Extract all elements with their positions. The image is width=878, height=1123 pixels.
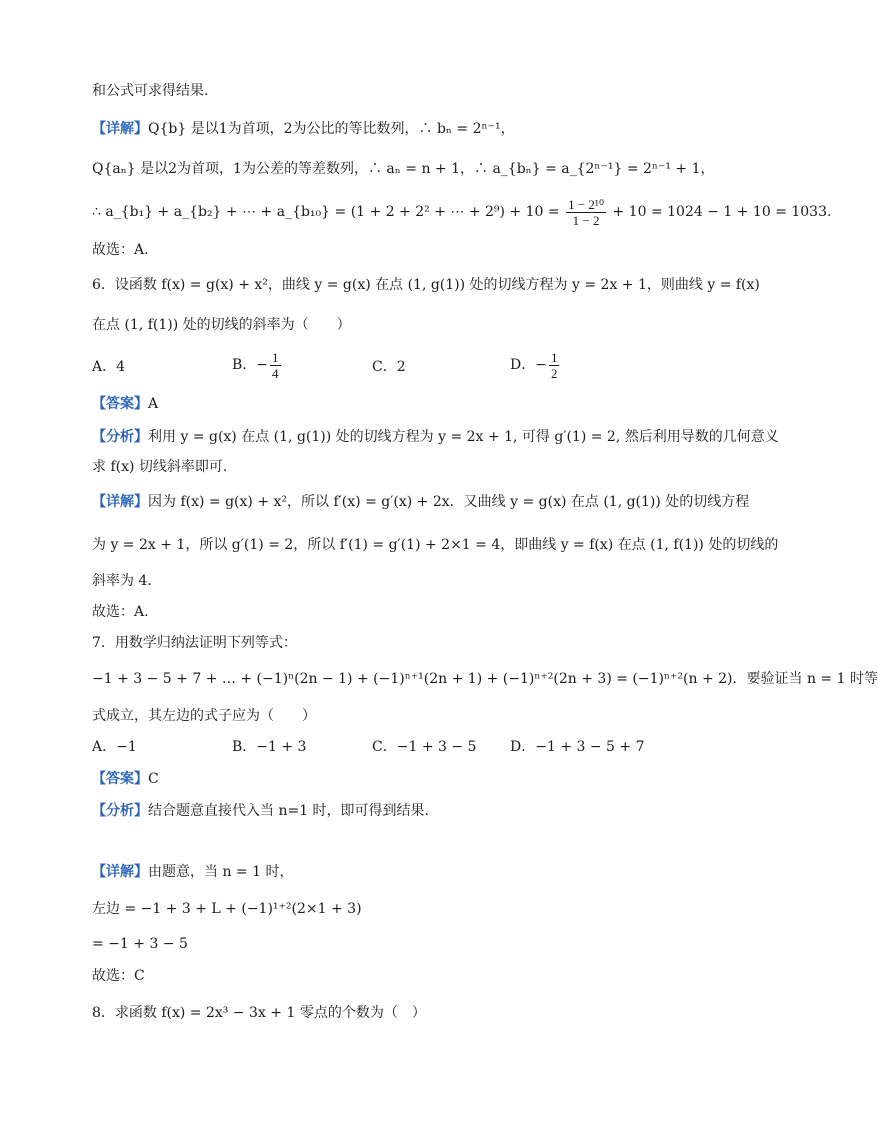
detail-tag: 【详解】	[92, 864, 148, 880]
text-line: 结合题意直接代入当 n=1 时，即可得到结果.	[148, 803, 430, 819]
question-6-stem: 在点 (1, f(1)) 处的切线的斜率为（ ）	[92, 317, 351, 333]
option-d: D．−1 + 3 − 5 + 7	[510, 739, 645, 755]
text-line: 左边 = −1 + 3 + L + (−1)¹⁺²(2×1 + 3)	[92, 901, 362, 917]
analysis-line	[92, 427, 779, 447]
detail-line	[92, 862, 293, 882]
text-line: Q{aₙ} 是以2为首项，1为公差的等差数列，∴ aₙ = n + 1，∴ a_{bₙ} = a_{2ⁿ⁻¹} = 2ⁿ⁻¹ + 1，	[92, 161, 715, 177]
text-line: 和公式可求得结果.	[92, 83, 209, 99]
text-line: 利用 y = g(x) 在点 (1, g(1)) 处的切线方程为 y = 2x + 1, 可得 g′(1) = 2, 然后利用导数的几何意义	[148, 429, 779, 445]
option-b: B．−1 + 3	[232, 739, 307, 755]
text-line: 为 y = 2x + 1，所以 g′(1) = 2，所以 f′(1) = g′(1) + 2×1 = 4，即曲线 y = f(x) 在点 (1, f(1)) 处的切线的	[92, 537, 779, 553]
option-a: A．−1	[92, 739, 137, 755]
question-7-stem: −1 + 3 − 5 + 7 + … + (−1)ⁿ(2n − 1) + (−1)ⁿ⁺¹(2n + 1) + (−1)ⁿ⁺²(2n + 3) = (−1)ⁿ⁺²(n + 2)．要验证当 n = 1 时等	[92, 671, 878, 687]
analysis-line	[92, 801, 429, 821]
option-c: C．−1 + 3 − 5	[372, 739, 477, 755]
text-line: 求 f(x) 切线斜率即可.	[92, 459, 228, 475]
text-line: Q{b} 是以1为首项，2为公比的等比数列，∴ bₙ = 2ⁿ⁻¹，	[148, 121, 515, 137]
fraction-numerator: 1	[550, 349, 558, 365]
text-line: 故选：A.	[92, 242, 149, 258]
analysis-tag: 【分析】	[92, 429, 148, 445]
fraction	[566, 197, 606, 228]
option-b	[232, 347, 283, 383]
text-line: 故选：A.	[92, 604, 149, 620]
detail-line	[92, 492, 749, 512]
option-a: A．4	[92, 359, 126, 375]
text-line: = −1 + 3 − 5	[92, 936, 188, 952]
formula-left: ∴ a_{b₁} + a_{b₂} + ⋯ + a_{b₁₀} = (1 + 2 + 2² + ⋯ + 2⁹) + 10 =	[92, 204, 560, 220]
fraction-denominator: 1 − 2	[572, 212, 600, 228]
fraction-numerator: 1	[272, 349, 279, 365]
option-label: B．−	[232, 357, 269, 373]
fraction-denominator: 4	[272, 365, 279, 381]
answer-value: A	[148, 396, 159, 412]
question-7-stem: 7．用数学归纳法证明下列等式：	[92, 635, 297, 651]
option-c: C．2	[372, 359, 406, 375]
fraction-denominator: 2	[550, 365, 558, 381]
text-line: 由题意，当 n = 1 时，	[148, 864, 294, 880]
answer-value: C	[148, 771, 159, 787]
answer-line	[92, 769, 159, 789]
detail-tag: 【详解】	[92, 494, 148, 510]
text-line: 因为 f(x) = g(x) + x²，所以 f′(x) = g′(x) + 2x．又曲线 y = g(x) 在点 (1, g(1)) 处的切线方程	[148, 494, 750, 510]
answer-tag: 【答案】	[92, 396, 148, 412]
detail-tag: 【详解】	[92, 121, 148, 137]
fraction	[270, 350, 281, 381]
fraction	[549, 350, 560, 381]
answer-tag: 【答案】	[92, 771, 148, 787]
option-d	[510, 347, 561, 383]
formula-right: + 10 = 1024 − 1 + 10 = 1033.	[612, 204, 832, 220]
fraction-numerator: 1 − 2¹⁰	[568, 196, 605, 212]
answer-line	[92, 394, 158, 414]
option-label: D．−	[510, 357, 547, 373]
text-line: 故选：C	[92, 968, 145, 984]
solution-line	[92, 119, 515, 139]
question-7-stem: 式成立，其左边的式子应为（ ）	[92, 708, 316, 724]
analysis-tag: 【分析】	[92, 803, 148, 819]
sum-formula-line	[92, 196, 831, 228]
text-line: 斜率为 4．	[92, 573, 162, 589]
question-6-stem: 6．设函数 f(x) = g(x) + x²，曲线 y = g(x) 在点 (1, g(1)) 处的切线方程为 y = 2x + 1，则曲线 y = f(x)	[92, 277, 760, 293]
question-8-stem: 8．求函数 f(x) = 2x³ − 3x + 1 零点的个数为（ ）	[92, 1005, 426, 1021]
